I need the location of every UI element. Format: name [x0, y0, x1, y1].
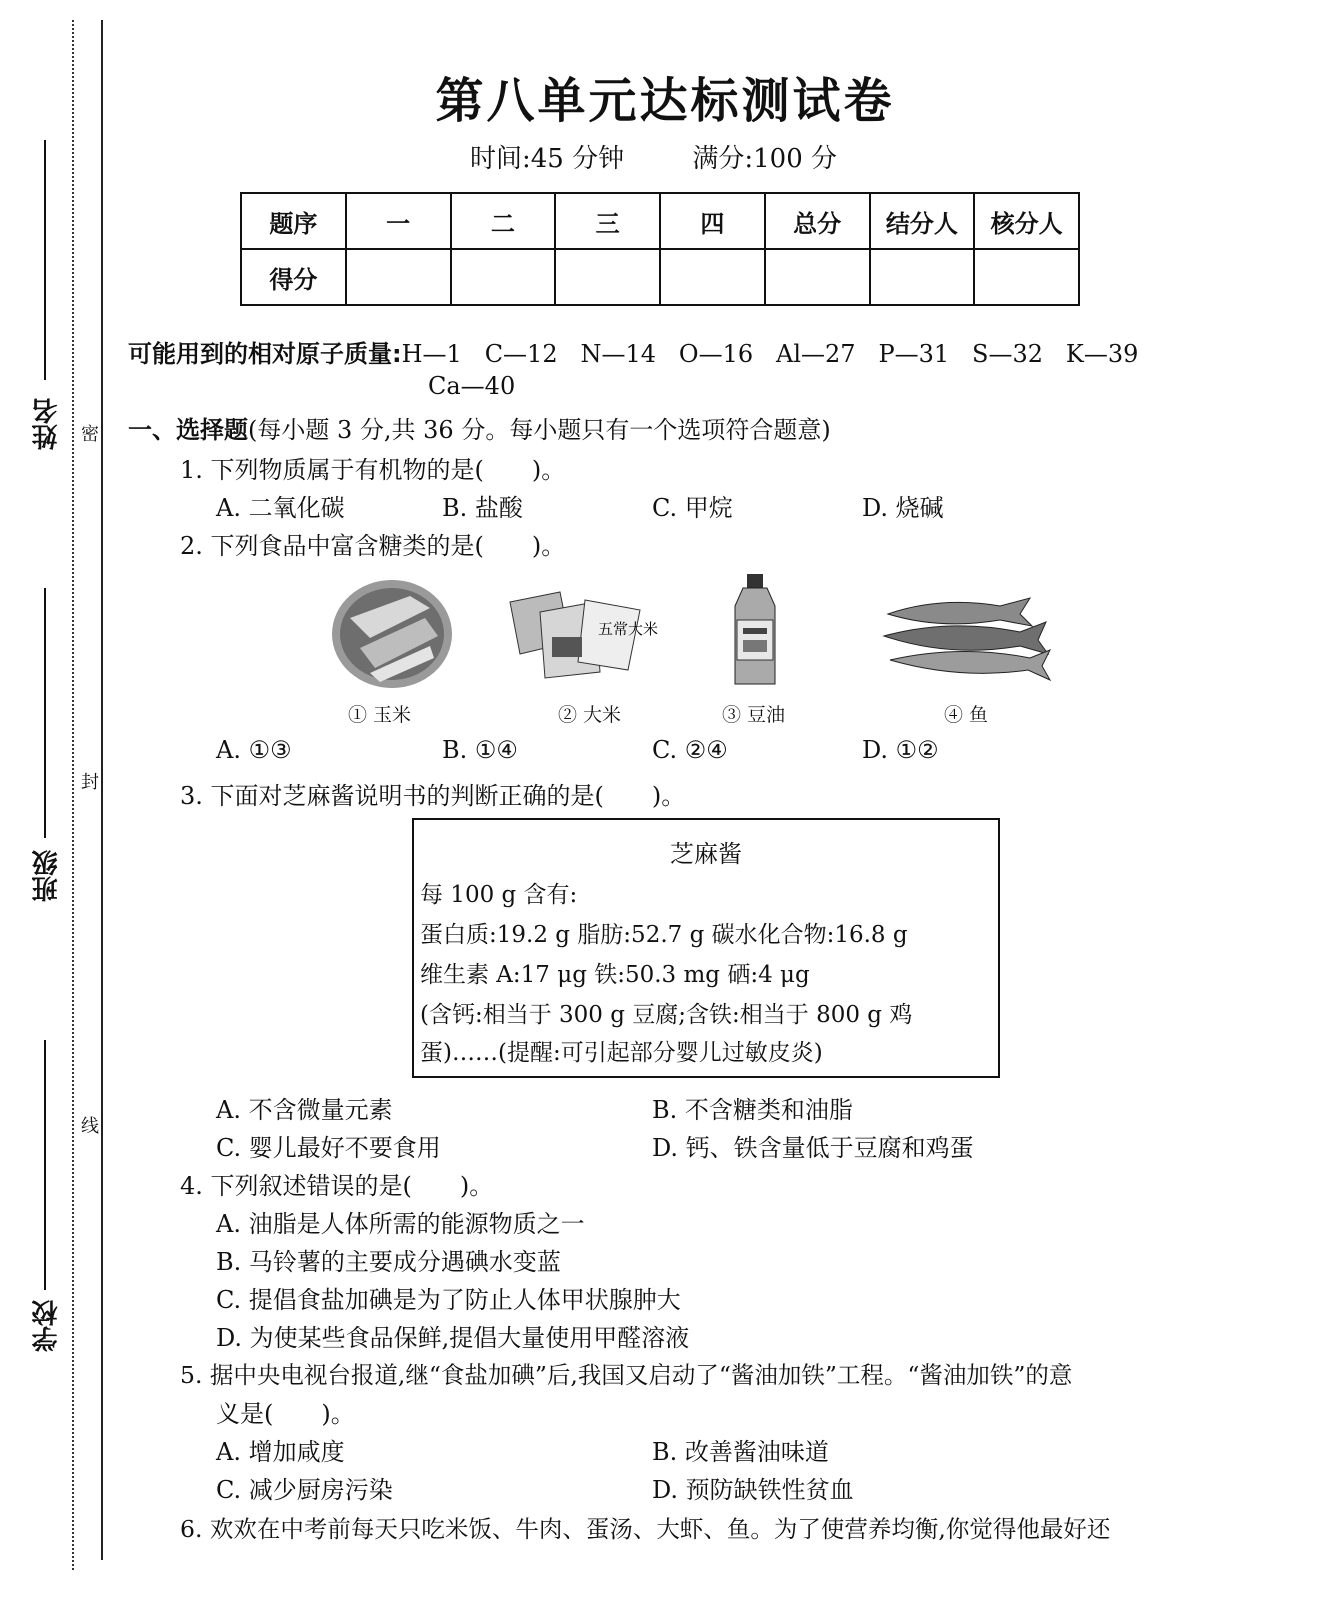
- seal-char-xian: 线: [81, 1116, 99, 1137]
- corn-image: [330, 578, 455, 690]
- q4-option-c[interactable]: C. 提倡食盐加碘是为了防止人体甲状腺肿大: [216, 1286, 681, 1314]
- section-note: (每小题 3 分,共 36 分。每小题只有一个选项符合题意): [248, 416, 831, 444]
- figure-caption-fish: ④ 鱼: [944, 704, 989, 726]
- class-blank-line[interactable]: [44, 588, 46, 838]
- atomic-mass-values-2: Ca—40: [428, 372, 516, 400]
- score-input-cell[interactable]: [660, 249, 765, 305]
- score-table: [240, 192, 1080, 306]
- section-title: 一、选择题: [128, 416, 248, 444]
- score-input-cell[interactable]: [555, 249, 660, 305]
- section-heading: [128, 410, 831, 445]
- binding-line: [101, 20, 103, 1560]
- fish-image: [880, 596, 1050, 682]
- q3-option-b[interactable]: B. 不含糖类和油脂: [652, 1096, 853, 1124]
- page-title: 第八单元达标测试卷: [435, 73, 895, 129]
- score-table-cell: 三: [555, 193, 660, 249]
- seal-char-feng: 封: [81, 772, 99, 793]
- q5-option-d[interactable]: D. 预防缺铁性贫血: [652, 1476, 854, 1504]
- q5-option-a[interactable]: A. 增加咸度: [216, 1438, 345, 1466]
- score-table-cell: 核分人: [974, 193, 1079, 249]
- question-5-stem-cont: 义是( )。: [216, 1400, 355, 1428]
- score-row-label: 得分: [241, 249, 346, 305]
- question-4-stem: 4. 下列叙述错误的是( )。: [180, 1172, 494, 1200]
- q1-option-b[interactable]: B. 盐酸: [442, 494, 523, 522]
- school-label: 学校: [32, 1300, 62, 1352]
- score-table-header-row: [241, 193, 1079, 249]
- score-table-cell: 二: [451, 193, 556, 249]
- name-label: 姓名: [32, 398, 62, 450]
- q3-option-c[interactable]: C. 婴儿最好不要食用: [216, 1134, 441, 1162]
- rice-bag-image: [500, 582, 659, 682]
- score-input-cell[interactable]: [974, 249, 1079, 305]
- full-score: 满分:100 分: [692, 144, 838, 174]
- question-1-stem: 1. 下列物质属于有机物的是( )。: [180, 456, 566, 484]
- score-table-cell: 总分: [765, 193, 870, 249]
- seal-char-mi: 密: [81, 424, 99, 445]
- figure-caption-rice: ② 大米: [558, 704, 622, 726]
- q1-option-d[interactable]: D. 烧碱: [862, 494, 944, 522]
- score-input-cell[interactable]: [346, 249, 451, 305]
- figure-caption-corn: ① 玉米: [348, 704, 412, 726]
- score-table-cell: 结分人: [870, 193, 975, 249]
- score-table-cell: 四: [660, 193, 765, 249]
- score-table-cell: 一: [346, 193, 451, 249]
- label-line: 蛋)……(提醒:可引起部分婴儿过敏皮炎): [420, 1040, 823, 1066]
- question-2-stem: 2. 下列食品中富含糖类的是( )。: [180, 532, 566, 560]
- question-3-stem: 3. 下面对芝麻酱说明书的判断正确的是( )。: [180, 782, 686, 810]
- q4-option-d[interactable]: D. 为使某些食品保鲜,提倡大量使用甲醛溶液: [216, 1324, 690, 1352]
- q2-option-a[interactable]: A. ①③: [216, 736, 292, 764]
- figure-caption-oil: ③ 豆油: [722, 704, 786, 726]
- fold-dotted-line: [72, 20, 74, 1570]
- score-input-cell[interactable]: [765, 249, 870, 305]
- score-input-cell[interactable]: [870, 249, 975, 305]
- question-5-stem: 5. 据中央电视台报道,继“食盐加碘”后,我国又启动了“酱油加铁”工程。“酱油加铁”的意: [180, 1361, 1073, 1389]
- label-line: (含钙:相当于 300 g 豆腐;含铁:相当于 800 g 鸡: [420, 1002, 913, 1028]
- label-line: 蛋白质:19.2 g 脂肪:52.7 g 碳水化合物:16.8 g: [420, 922, 908, 948]
- time-limit: 时间:45 分钟: [470, 144, 625, 174]
- atomic-mass-line: [128, 334, 1138, 369]
- label-line: 维生素 A:17 μg 铁:50.3 mg 硒:4 μg: [420, 962, 810, 988]
- score-table-cell: 题序: [241, 193, 346, 249]
- q4-option-a[interactable]: A. 油脂是人体所需的能源物质之一: [216, 1210, 585, 1238]
- label-title: 芝麻酱: [670, 840, 742, 868]
- atomic-mass-label: 可能用到的相对原子质量:: [128, 340, 402, 368]
- score-input-cell[interactable]: [451, 249, 556, 305]
- q1-option-c[interactable]: C. 甲烷: [652, 494, 733, 522]
- q2-option-d[interactable]: D. ①②: [862, 736, 939, 764]
- q3-option-d[interactable]: D. 钙、铁含量低于豆腐和鸡蛋: [652, 1134, 974, 1162]
- label-line: 每 100 g 含有:: [420, 882, 578, 908]
- question-6-stem: 6. 欢欢在中考前每天只吃米饭、牛肉、蛋汤、大虾、鱼。为了使营养均衡,你觉得他最好还: [180, 1515, 1111, 1543]
- class-label: 班级: [32, 850, 62, 902]
- atomic-mass-values: H—1 C—12 N—14 O—16 Al—27 P—31 S—32 K—39: [401, 340, 1139, 368]
- school-blank-line[interactable]: [44, 1040, 46, 1290]
- q1-option-a[interactable]: A. 二氧化碳: [216, 494, 345, 522]
- score-table-score-row: [241, 249, 1079, 305]
- q2-option-b[interactable]: B. ①④: [442, 736, 518, 764]
- q3-option-a[interactable]: A. 不含微量元素: [216, 1096, 393, 1124]
- name-blank-line[interactable]: [44, 140, 46, 380]
- q2-option-c[interactable]: C. ②④: [652, 736, 728, 764]
- rice-bag-text: 五常大米: [598, 620, 659, 638]
- q4-option-b[interactable]: B. 马铃薯的主要成分遇碘水变蓝: [216, 1248, 561, 1276]
- sesame-paste-label: [412, 818, 1000, 1078]
- q5-option-b[interactable]: B. 改善酱油味道: [652, 1438, 829, 1466]
- oil-bottle-image: [725, 572, 785, 690]
- exam-info: [470, 138, 897, 175]
- q5-option-c[interactable]: C. 减少厨房污染: [216, 1476, 393, 1504]
